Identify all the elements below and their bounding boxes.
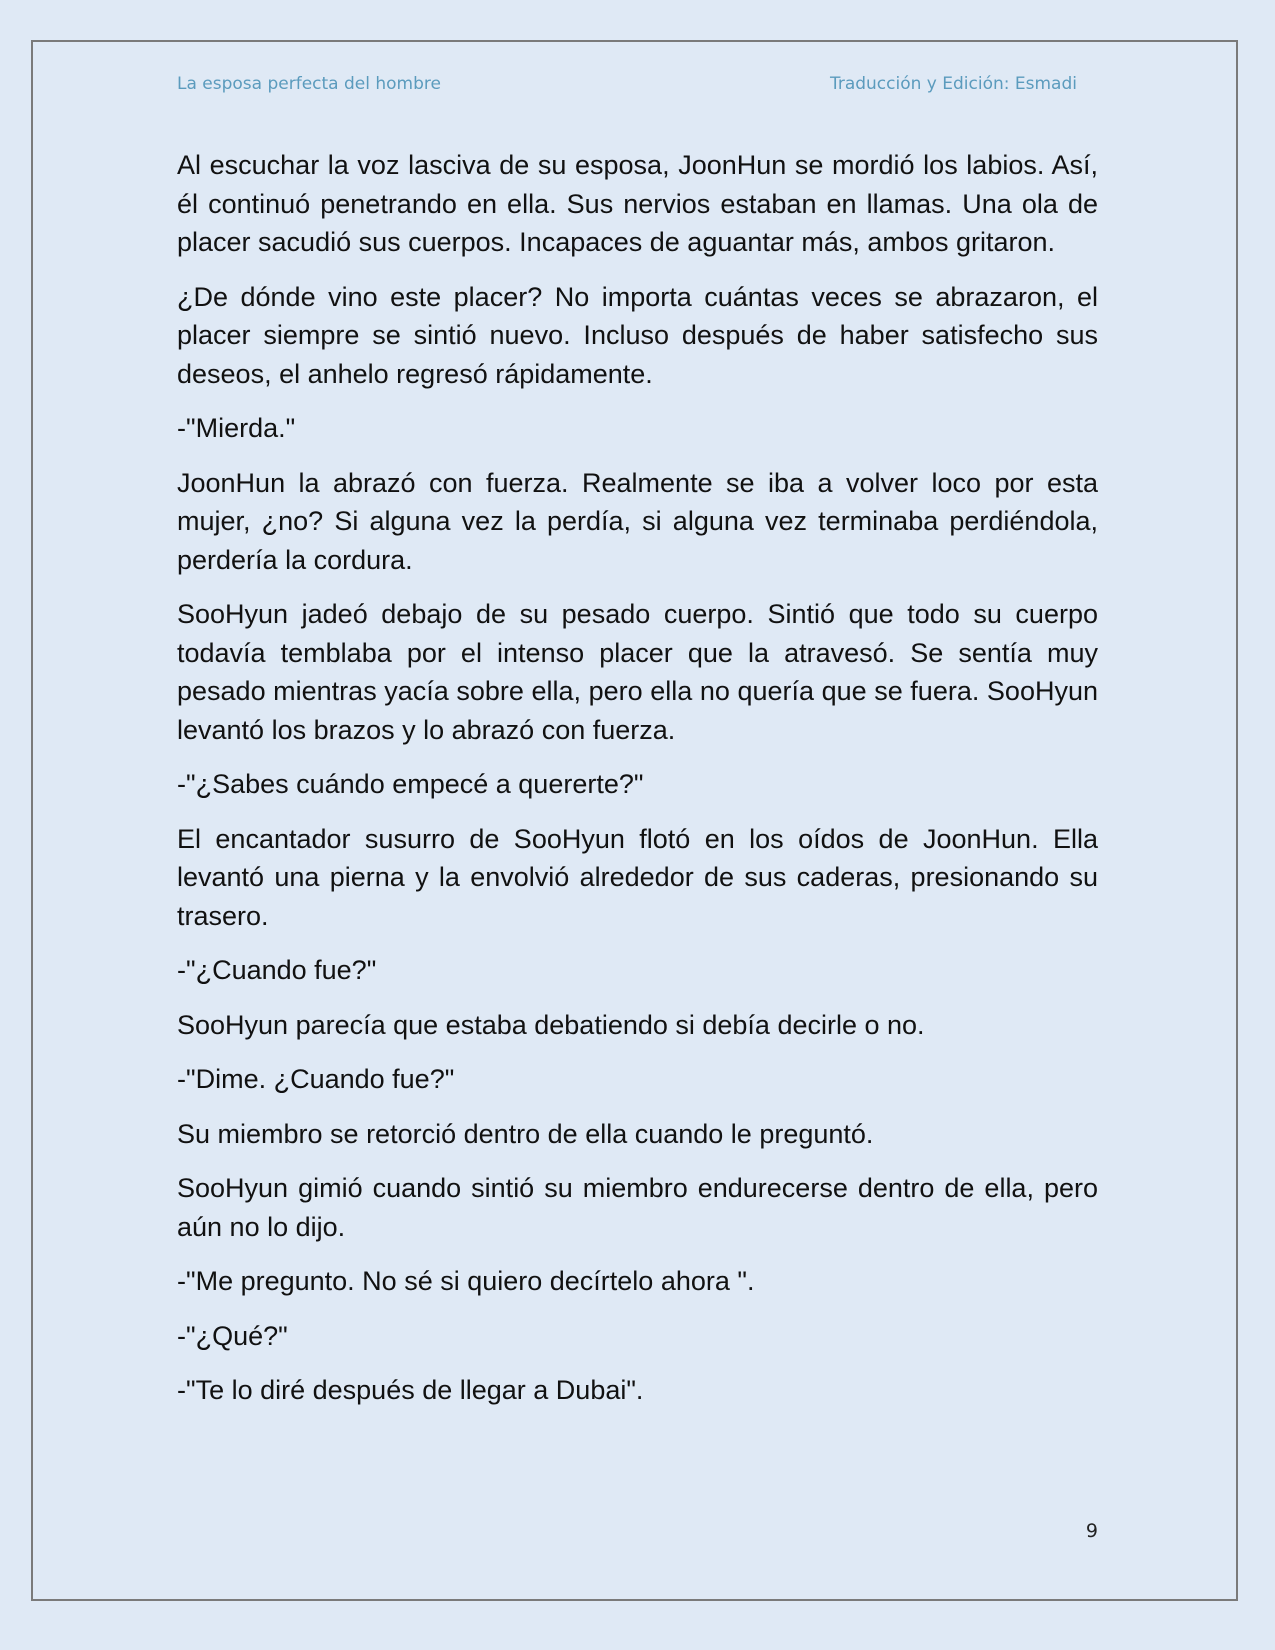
dialogue-line: -"Te lo diré después de llegar a Dubai". (177, 1375, 644, 1405)
paragraph: SooHyun gimió cuando sintió su miembro endurecerse dentro de ella, pero aún no lo dijo. (177, 1173, 1098, 1242)
paragraph: JoonHun la abrazó con fuerza. Realmente se iba a volver loco por esta mujer, ¿no? Si alguna vez la perdía, si alguna vez terminaba perdiéndola, perdería la cordura. (177, 467, 1098, 575)
header-title: La esposa perfecta del hombre (177, 74, 441, 94)
dialogue-line: -"Me pregunto. No sé si quiero decírtelo ahora ". (177, 1266, 755, 1296)
paragraph: ¿De dónde vino este placer? No importa cuántas veces se abrazaron, el placer siempre se sintió nuevo. Incluso después de haber satisfecho sus deseos, el anhelo regresó rápidamente. (177, 281, 1098, 389)
dialogue-line: -"Mierda." (177, 413, 296, 443)
paragraph: SooHyun parecía que estaba debatiendo si debía decirle o no. (177, 1009, 925, 1040)
paragraph: SooHyun jadeó debajo de su pesado cuerpo. Sintió que todo su cuerpo todavía temblaba por el intenso placer que la atravesó. Se sentía muy pesado mientras yacía sobre ella, pero ella no quería que se fuera. SooHyun levantó los brazos y lo abrazó con fuerza. (177, 599, 1098, 745)
paragraph: Al escuchar la voz lasciva de su esposa, JoonHun se mordió los labios. Así, él continuó penetrando en ella. Sus nervios estaban en llamas. Una ola de placer sacudió sus cuerpos. Incapaces de aguantar más, ambos gritaron. (177, 150, 1098, 257)
paragraph: Su miembro se retorció dentro de ella cuando le preguntó. (177, 1118, 874, 1149)
header-credit: Traducción y Edición: Esmadi (829, 74, 1077, 94)
page-header (177, 74, 1077, 98)
page-number: 9 (1085, 1520, 1098, 1542)
document-body (177, 146, 1098, 1426)
dialogue-line: -"¿Cuando fue?" (177, 955, 377, 985)
dialogue-line: -"Dime. ¿Cuando fue?" (177, 1064, 455, 1094)
dialogue-line: -"¿Sabes cuándo empecé a quererte?" (177, 769, 644, 799)
dialogue-line: -"¿Qué?" (177, 1320, 288, 1351)
paragraph: El encantador susurro de SooHyun flotó en los oídos de JoonHun. Ella levantó una pierna y la envolvió alrededor de sus caderas, presionando su trasero. (177, 823, 1098, 931)
